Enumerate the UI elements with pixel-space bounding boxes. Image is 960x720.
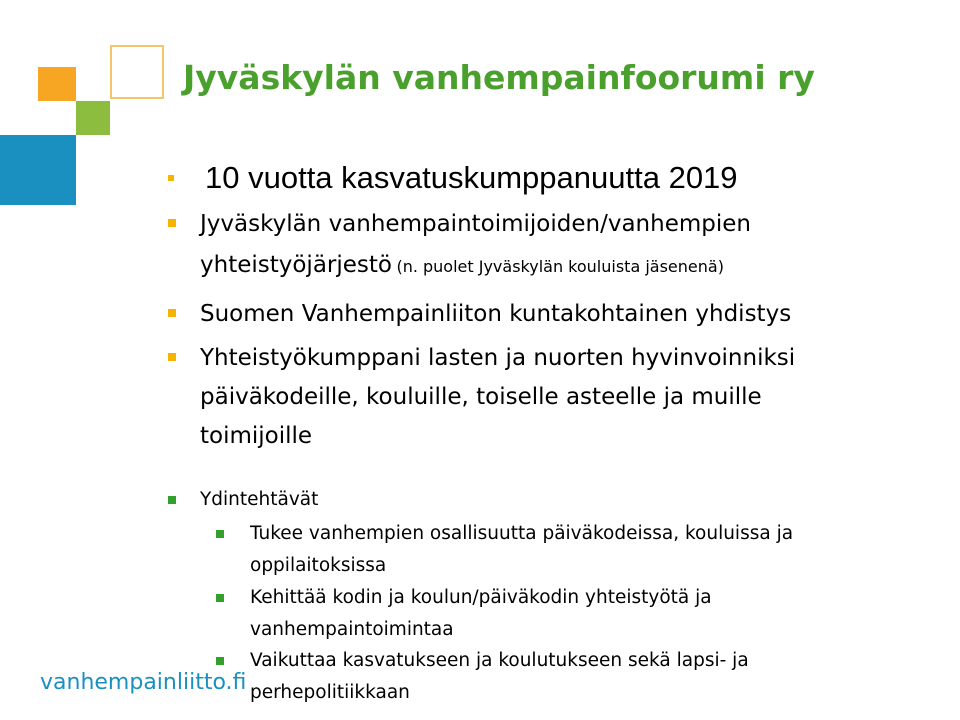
- core-task-3-line1: Vaikuttaa kasvatukseen ja koulutukseen sekä lapsi- ja: [250, 650, 749, 671]
- bullet-organization-note: (n. puolet Jyväskylän kouluista jäsenenä): [396, 257, 724, 276]
- bullet-organization-line2: [200, 254, 724, 277]
- core-task-1-line1: Tukee vanhempien osallisuutta päiväkodeissa, kouluissa ja: [250, 523, 794, 544]
- sub-bullet-marker: [216, 530, 224, 538]
- logo-square-blue: [0, 135, 76, 205]
- core-tasks-heading: Ydintehtävät: [200, 489, 319, 510]
- slide-title: Jyväskylän vanhempainfoorumi ry: [183, 58, 815, 97]
- bullet-organization-text: yhteistyöjärjestö: [200, 252, 392, 278]
- core-task-2-line1: Kehittää kodin ja koulun/päiväkodin yhteistyötä ja: [250, 587, 712, 608]
- bullet-partner-line3: toimijoille: [200, 423, 313, 449]
- bullet-marker: [168, 496, 176, 504]
- logo-square-outline: [110, 45, 164, 99]
- bullet-partner-line2: päiväkodeille, kouluille, toiselle asteelle ja muille: [200, 384, 762, 410]
- bullet-marker: [168, 175, 174, 181]
- bullet-marker: [168, 353, 176, 361]
- core-task-1-line2: oppilaitoksissa: [250, 555, 387, 576]
- sub-bullet-marker: [216, 594, 224, 602]
- footer-website: vanhempainliitto.fi: [40, 670, 247, 695]
- bullet-partner-line1: Yhteistyökumppani lasten ja nuorten hyvinvoinniksi: [200, 345, 796, 371]
- core-task-3-line2: perhepolitiikkaan: [250, 682, 410, 703]
- logo-square-orange: [38, 67, 76, 101]
- core-task-2-line2: vanhempaintoimintaa: [250, 619, 454, 640]
- bullet-marker: [168, 309, 176, 317]
- bullet-organization-line1: Jyväskylän vanhempaintoimijoiden/vanhempien: [200, 211, 751, 237]
- sub-bullet-marker: [216, 657, 224, 665]
- bullet-association: Suomen Vanhempainliiton kuntakohtainen yhdistys: [200, 301, 792, 327]
- logo-square-green: [76, 101, 110, 135]
- bullet-marker: [168, 219, 176, 227]
- bullet-anniversary: 10 vuotta kasvatuskumppanuutta 2019: [205, 160, 738, 195]
